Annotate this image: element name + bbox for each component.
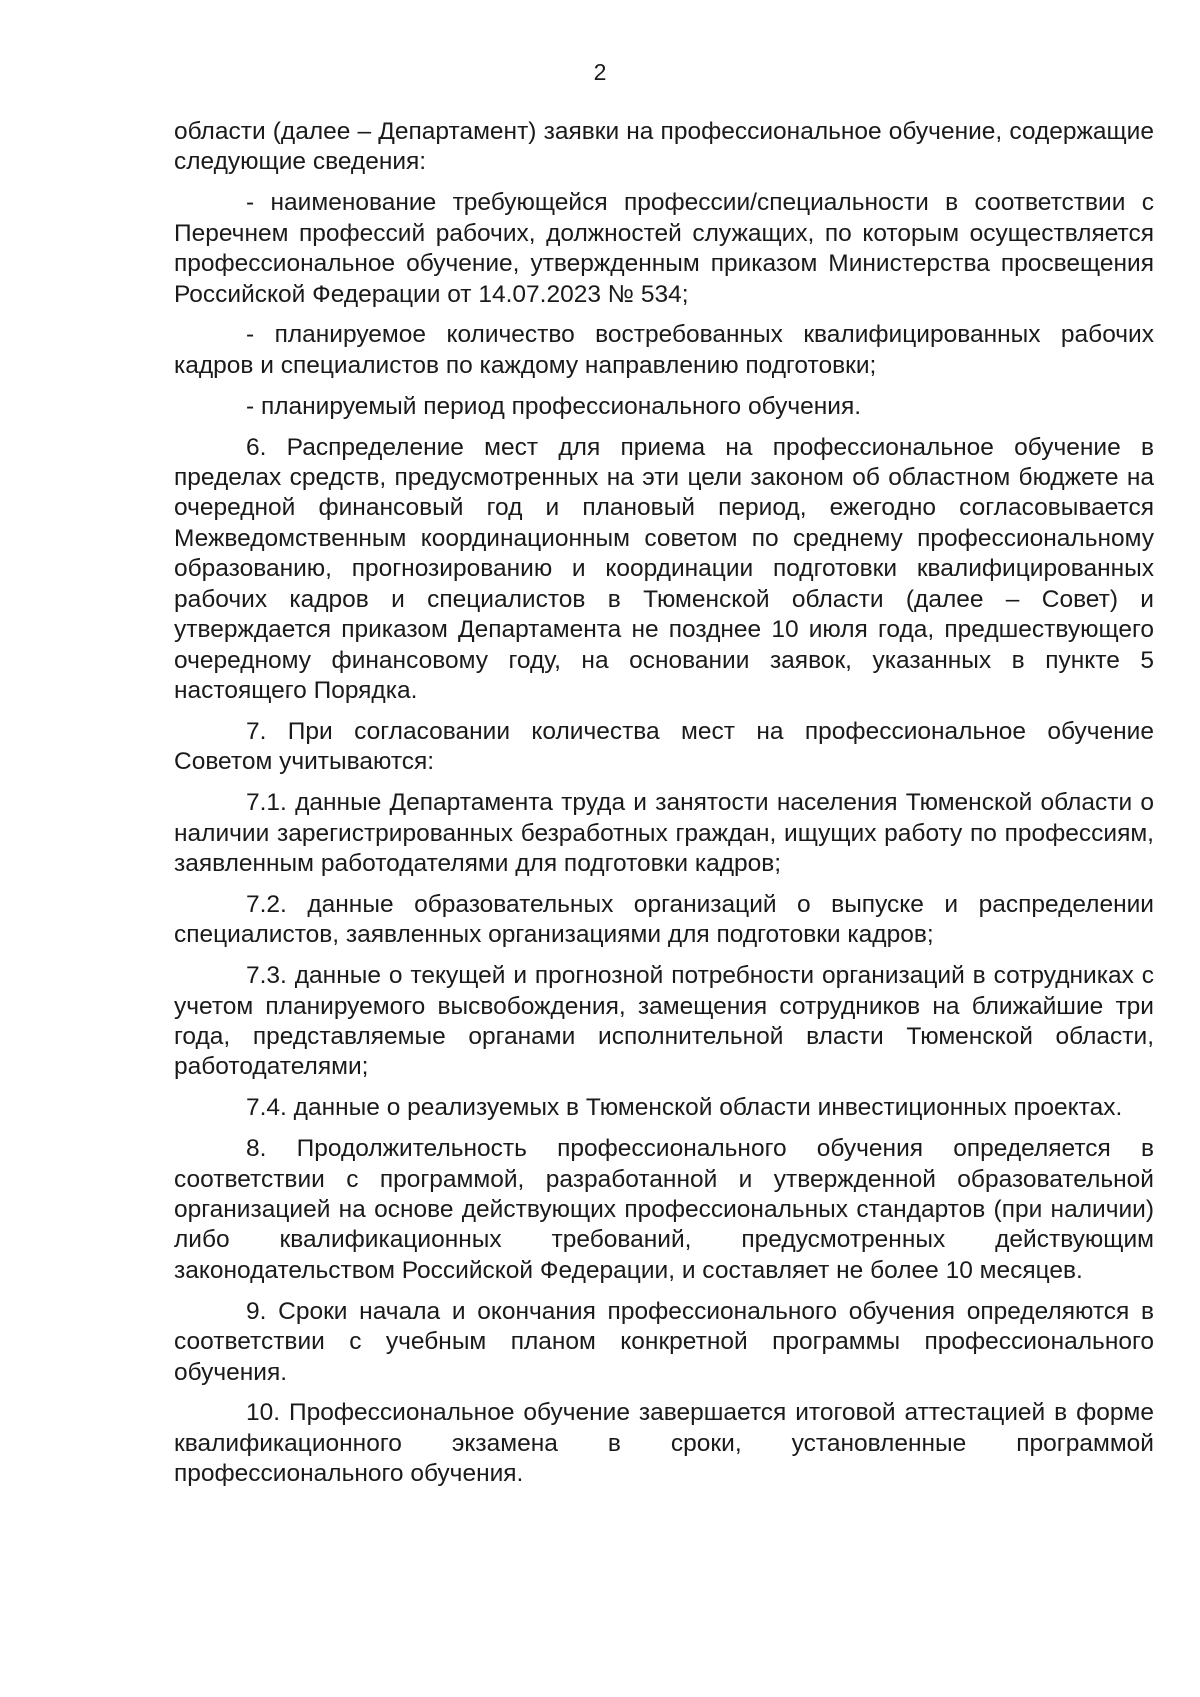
paragraph-section-8: 8. Продолжительность профессионального обучения определяется в соответствии с программой, разработанной и утвержденной образовательной организацией на основе действующих профессиональных стандартов (при наличии) либо квалификационных требований, предусмотренных действующим законодательством Российской Федерации, и составляет не более 10 месяцев.: [174, 1135, 1154, 1284]
document-body: [174, 117, 1154, 1500]
paragraph-section-7-3: 7.3. данные о текущей и прогнозной потребности организаций в сотрудниках с учетом планируемого высвобождения, замещения сотрудников на ближайшие три года, представляемые органами исполнительной власти Тюменской области, работодателями;: [174, 962, 1154, 1081]
paragraph-section-10: 10. Профессиональное обучение завершается итоговой аттестацией в форме квалификационного экзамена в сроки, установленные программой профессионального обучения.: [174, 1399, 1154, 1488]
paragraph-section-9: 9. Сроки начала и окончания профессионального обучения определяются в соответствии с учебным планом конкретной программы профессионального обучения.: [174, 1297, 1154, 1386]
paragraph-section-7-4: 7.4. данные о реализуемых в Тюменской области инвестиционных проектах.: [246, 1094, 1123, 1122]
paragraph-section-7: 7. При согласовании количества мест на профессиональное обучение Советом учитываются:: [174, 717, 1154, 776]
page-number: 2: [593, 59, 607, 85]
paragraph-section-7-1: 7.1. данные Департамента труда и занятости населения Тюменской области о наличии зарегистрированных безработных граждан, ищущих работу по профессиям, заявленным работодателями для подготовки кадров;: [174, 789, 1154, 877]
paragraph-item-planned-count: - планируемое количество востребованных квалифицированных рабочих кадров и специалистов по каждому направлению подготовки;: [174, 321, 1154, 379]
paragraph-section-6: 6. Распределение мест для приема на профессиональное обучение в пределах средств, предусмотренных на эти цели законом об областном бюджете на очередной финансовый год и плановый период, ежегодно согласовывается Межведомственным координационным советом по среднему профессиональному образованию, прогнозированию и координации подготовки квалифицированных рабочих кадров и специалистов в Тюменской области (далее – Совет) и утверждается приказом Департамента не позднее 10 июля года, предшествующего очередному финансовому году, на основании заявок, указанных в пункте 5 настоящего Порядка.: [174, 433, 1154, 704]
paragraph-item-planned-period: - планируемый период профессионального обучения.: [246, 392, 862, 420]
paragraph-intro: области (далее – Департамент) заявки на профессиональное обучение, содержащие следующие сведения:: [174, 118, 1154, 176]
paragraph-section-7-2: 7.2. данные образовательных организаций о выпуске и распределении специалистов, заявленных организациями для подготовки кадров;: [174, 890, 1154, 949]
paragraph-item-profession-name: - наименование требующейся профессии/специальности в соответствии с Перечнем профессий рабочих, должностей служащих, по которым осуществляется профессиональное обучение, утвержденным приказом Министерства просвещения Российской Федерации от 14.07.2023 № 534;: [174, 189, 1154, 308]
